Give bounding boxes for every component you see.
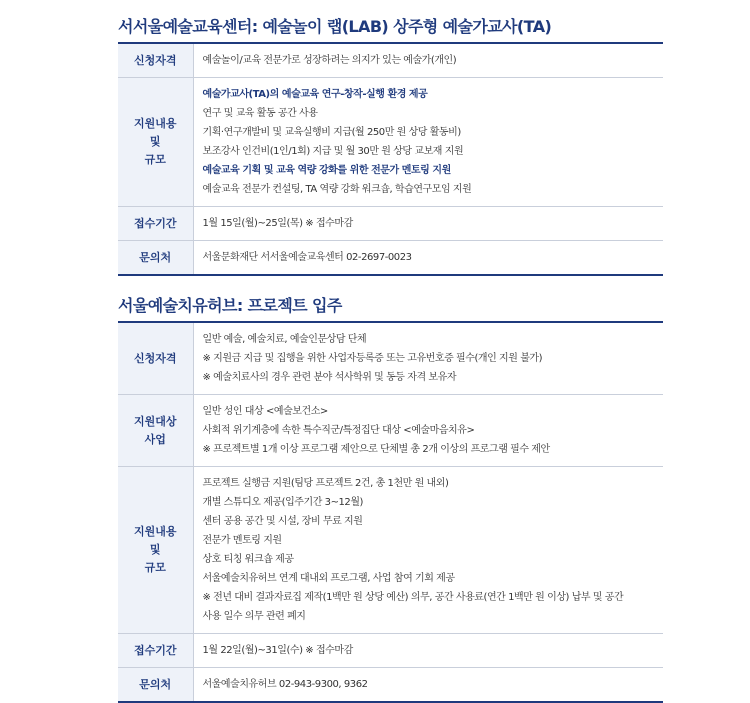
section-title: 서서울예술교육센터: 예술놀이 랩(LAB) 상주형 예술가교사(TA) <box>118 17 552 36</box>
row-content <box>193 467 663 634</box>
content-heading: 예술가교사(TA)의 예술교육 연구-창작-실행 환경 제공 <box>202 89 428 100</box>
row-label <box>118 322 193 395</box>
content-line: 일반 예술, 예술치료, 예술인문상담 단체 <box>202 334 367 345</box>
content-line: 일반 성인 대상 <예술보건소> <box>202 406 328 417</box>
content-line: 센터 공용 공간 및 시설, 장비 무료 지원 <box>202 516 363 527</box>
row-content <box>193 78 663 207</box>
info-table <box>118 321 663 703</box>
row-label-line: 규모 <box>144 561 166 574</box>
row-label <box>118 43 193 78</box>
content-line: 프로젝트 실행금 지원(팀당 프로젝트 2건, 총 1천만 원 내외) <box>202 478 449 489</box>
section-seoseoul <box>118 12 663 276</box>
content-line: 1월 22일(월)~31일(수) ※ 접수마감 <box>202 645 353 656</box>
row-label <box>118 241 193 276</box>
row-content <box>193 241 663 276</box>
row-label <box>118 634 193 668</box>
table-row <box>118 668 663 703</box>
content-line: 전문가 멘토링 지원 <box>202 535 282 546</box>
content-line: 보조강사 인건비(1인/1회) 지급 및 월 30만 원 상당 교보재 지원 <box>202 146 464 157</box>
row-label-line: 지원대상 <box>133 414 177 428</box>
content-line: ※ 프로젝트별 1개 이상 프로그램 제안으로 단체별 총 2개 이상의 프로그램 필수 제안 <box>202 444 550 455</box>
row-label-line: 문의처 <box>139 250 172 264</box>
row-label-line: 지원내용 <box>133 525 177 538</box>
table-row <box>118 241 663 276</box>
row-content <box>193 207 663 241</box>
content-line: 예술놀이/교육 전문가로 성장하려는 의지가 있는 예술가(개인) <box>202 55 457 66</box>
row-content <box>193 322 663 395</box>
content-line: 서울문화재단 서서울예술교육센터 02-2697-0023 <box>202 252 412 263</box>
table-row <box>118 467 663 634</box>
content-line: ※ 전년 대비 결과자료집 제작(1백만 원 상당 예산) 의무, 공간 사용료(연간 1백만 원 이상) 납부 및 공간 <box>202 592 624 603</box>
row-content <box>193 43 663 78</box>
content-line: 사회적 위기계층에 속한 특수직군/특정집단 대상 <예술마음치유> <box>202 425 475 436</box>
content-line: 예술교육 전문가 컨설팅, TA 역량 강화 워크숍, 학습연구모임 지원 <box>202 184 472 195</box>
row-label-line: 접수기간 <box>133 643 177 657</box>
section-healing-hub <box>118 291 663 703</box>
content-heading: 예술교육 기획 및 교육 역량 강화를 위한 전문가 멘토링 지원 <box>202 165 451 176</box>
row-label-line: 문의처 <box>139 677 172 691</box>
table-row <box>118 395 663 467</box>
row-content <box>193 634 663 668</box>
section-title: 서울예술치유허브: 프로젝트 입주 <box>118 296 342 315</box>
row-label-line: 규모 <box>144 153 166 166</box>
content-line: 서울예술치유허브 연계 대내외 프로그램, 사업 참여 기회 제공 <box>202 573 455 584</box>
table-row <box>118 207 663 241</box>
content-line: 연구 및 교육 활동 공간 사용 <box>202 108 318 119</box>
content-line: 상호 티칭 워크숍 제공 <box>202 554 294 565</box>
content-line: ※ 지원금 지급 및 집행을 위한 사업자등록증 또는 고유번호증 필수(개인 지원 불가) <box>202 353 543 364</box>
row-label-line: 및 <box>149 543 161 556</box>
content-line: 개별 스튜디오 제공(입주기간 3~12월) <box>202 497 363 508</box>
content-line: 기획·연구개발비 및 교육실행비 지급(월 250만 원 상당 활동비) <box>202 127 461 138</box>
row-label-line: 지원내용 <box>133 117 177 130</box>
table-row <box>118 634 663 668</box>
row-label-line: 및 <box>149 135 161 148</box>
content-line: 서울예술치유허브 02-943-9300, 9362 <box>202 679 368 690</box>
table-row <box>118 322 663 395</box>
info-table <box>118 42 663 276</box>
table-row <box>118 78 663 207</box>
content-line: ※ 예술치료사의 경우 관련 분야 석사학위 및 동등 자격 보유자 <box>202 372 457 383</box>
content-line: 1월 15일(월)~25일(목) ※ 접수마감 <box>202 218 353 229</box>
row-content <box>193 668 663 703</box>
row-content <box>193 395 663 467</box>
row-label <box>118 467 193 634</box>
row-label-line: 신청자격 <box>133 351 177 365</box>
table-row <box>118 43 663 78</box>
row-label <box>118 395 193 467</box>
row-label <box>118 78 193 207</box>
row-label-line: 사업 <box>144 432 166 446</box>
row-label-line: 접수기간 <box>133 216 177 230</box>
row-label <box>118 207 193 241</box>
content-line: 사용 일수 의무 관련 폐지 <box>202 611 306 622</box>
row-label <box>118 668 193 703</box>
row-label-line: 신청자격 <box>133 53 177 67</box>
